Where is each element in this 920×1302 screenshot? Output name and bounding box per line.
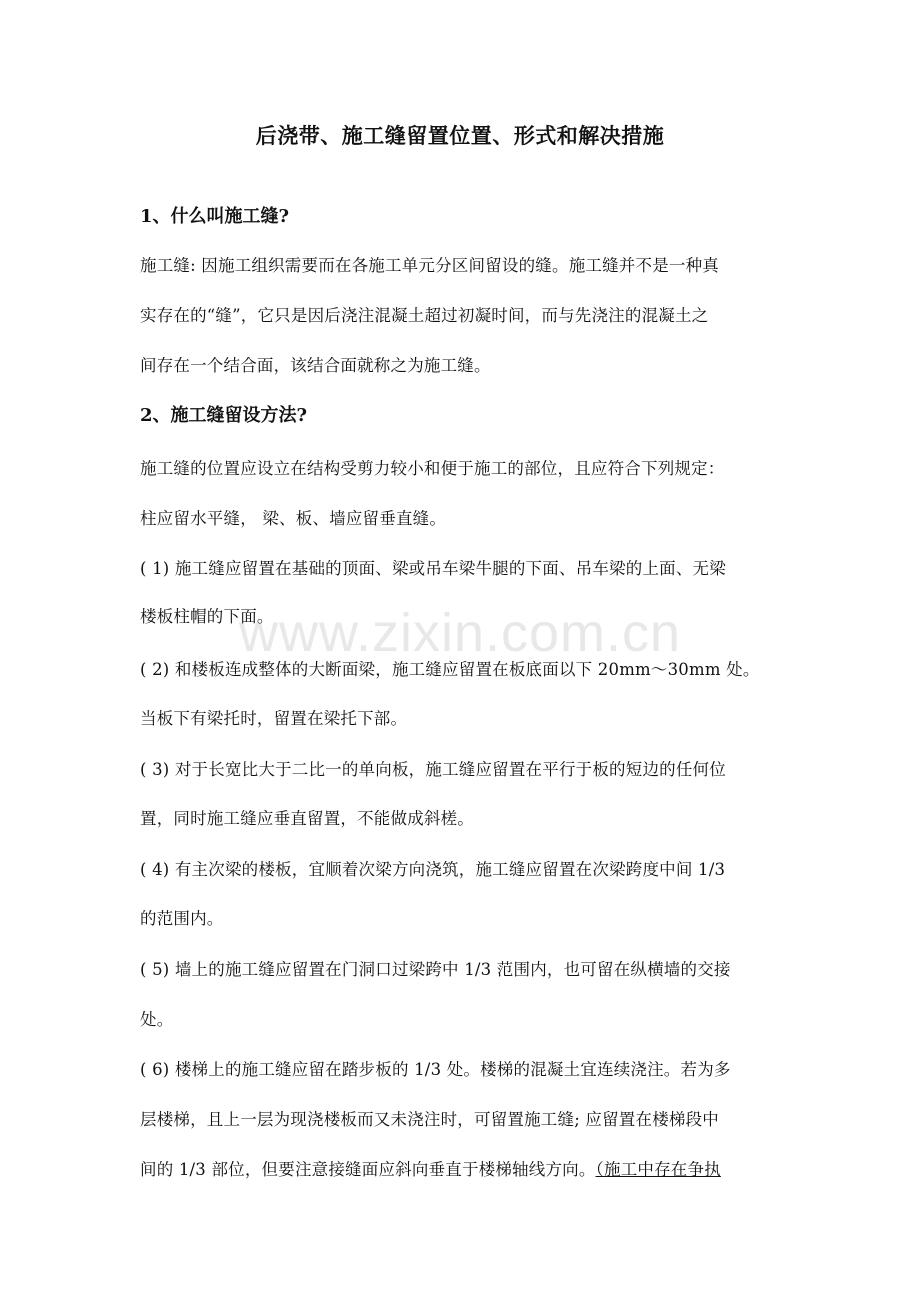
underlined-note: （施工中存在争执: [595, 1160, 721, 1179]
list-item-line: 楼板柱帽的下面。: [140, 607, 274, 626]
list-item-line: 处。: [140, 1010, 174, 1029]
paragraph-line: 施工缝的位置应设立在结构受剪力较小和便于施工的部位，且应符合下列规定：: [140, 459, 725, 478]
section-1-heading: 1、什么叫施工缝?: [140, 206, 290, 227]
list-item-line: 的范围内。: [140, 909, 224, 928]
list-item-line: ( 5) 墙上的施工缝应留置在门洞口过梁跨中 1/3 范围内，也可留在纵横墙的交接: [140, 960, 731, 979]
last-line-text: 间的 1/3 部位，但要注意接缝面应斜向垂直于楼梯轴线方向。: [140, 1160, 596, 1179]
list-item-line: [140, 1156, 790, 1180]
section-2-heading: 2、施工缝留设方法?: [140, 405, 308, 426]
paragraph-line: 间存在一个结合面，该结合面就称之为施工缝。: [140, 356, 491, 375]
list-item-line: ( 1) 施工缝应留置在基础的顶面、梁或吊车梁牛腿的下面、吊车梁的上面、无梁: [140, 559, 726, 578]
list-item-line: ( 4) 有主次梁的楼板，宜顺着次梁方向浇筑，施工缝应留置在次梁跨度中间 1/3: [140, 860, 726, 879]
paragraph-line: 施工缝: 因施工组织需要而在各施工单元分区间留设的缝。施工缝并不是一种真: [140, 256, 720, 275]
list-item-line: ( 2) 和楼板连成整体的大断面梁，施工缝应留置在板底面以下 20mm～30mm 处。: [140, 660, 760, 679]
list-item-line: 置，同时施工缝应垂直留置，不能做成斜槎。: [140, 809, 474, 828]
list-item-line: 当板下有梁托时，留置在梁托下部。: [140, 709, 408, 728]
document-title: 后浇带、施工缝留置位置、形式和解决措施: [255, 123, 665, 148]
list-item-line: ( 3) 对于长宽比大于二比一的单向板，施工缝应留置在平行于板的短边的任何位: [140, 760, 726, 779]
list-item-line: 层楼梯，且上一层为现浇楼板而又未浇注时，可留置施工缝; 应留置在楼梯段中: [140, 1110, 720, 1129]
paragraph-line: 实存在的“缝”，它只是因后浇注混凝土超过初凝时间，而与先浇注的混凝土之: [140, 306, 709, 325]
paragraph-line: 柱应留水平缝， 梁、板、墙应留垂直缝。: [140, 509, 447, 528]
watermark: www.zixin.com.cn: [238, 603, 682, 663]
list-item-line: ( 6) 楼梯上的施工缝应留在踏步板的 1/3 处。楼梯的混凝土宜连续浇注。若为多: [140, 1060, 731, 1079]
